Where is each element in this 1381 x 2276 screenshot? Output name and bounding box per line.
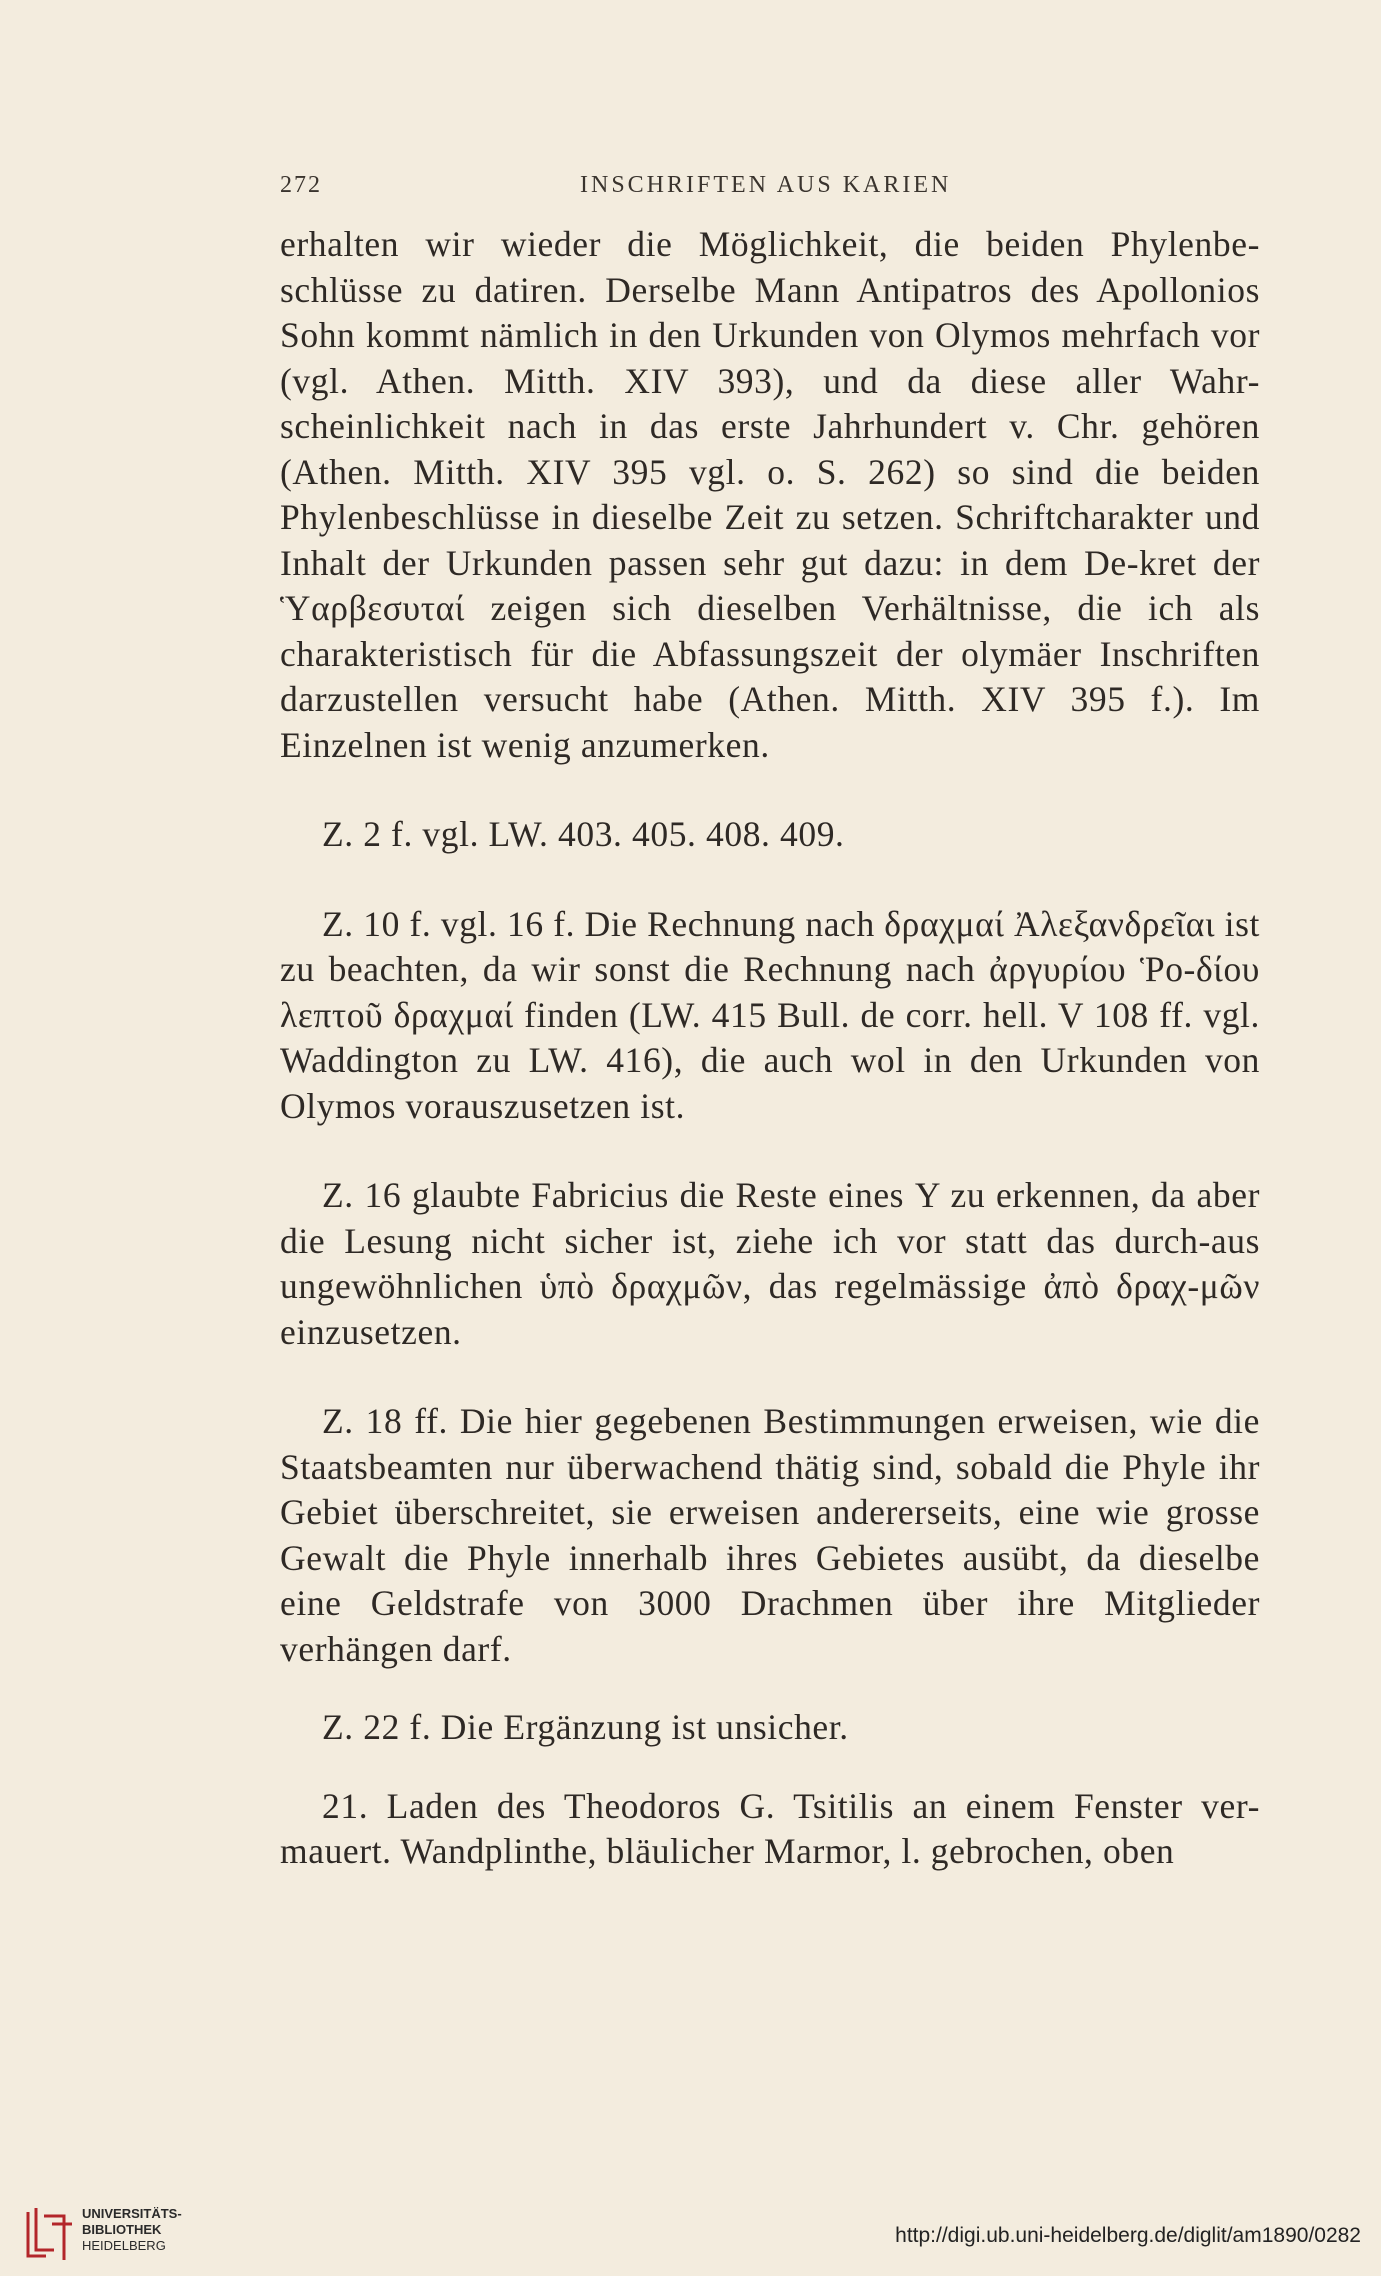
- body-text: [280, 222, 1260, 1875]
- paragraph-z2: Z. 2 f. vgl. LW. 403. 405. 408. 409.: [322, 814, 845, 854]
- running-title: INSCHRIFTEN AUS KARIEN: [580, 172, 952, 198]
- source-url[interactable]: http://digi.ub.uni-heidelberg.de/diglit/am1890/0282: [895, 2224, 1361, 2247]
- library-name: [82, 2206, 182, 2254]
- library-name-line2: BIBLIOTHEK: [82, 2222, 162, 2237]
- library-name-line1: UNIVERSITÄTS-: [82, 2206, 182, 2221]
- digitization-footer: [0, 2194, 1381, 2276]
- page-header: [280, 172, 1260, 212]
- paragraph-z10: Z. 10 f. vgl. 16 f. Die Rechnung nach δραχμαί Ἀλεξανδρεῖαι ist zu beachten, da wir sonst die Rechnung nach ἀργυρίου Ῥο-δίου λεπτοῦ δραχμαί finden (LW. 415 Bull. de corr. hell. V 108 ff. vgl. Waddington zu LW. 416), die auch wol in den Urkunden von Olymos vorauszusetzen ist.: [280, 903, 1260, 1126]
- library-name-line3: HEIDELBERG: [82, 2238, 166, 2253]
- paragraph-21: 21. Laden des Theodoros G. Tsitilis an einem Fenster ver-mauert. Wandplinthe, bläulicher Marmor, l. gebrochen, oben: [280, 1785, 1260, 1871]
- library-logo-icon: [18, 2204, 76, 2264]
- paragraph-z18: Z. 18 ff. Die hier gegebenen Bestimmungen erweisen, wie die Staatsbeamten nur überwachend thätig sind, sobald die Phyle ihr Gebiet überschreitet, sie erweisen andererseits, eine wie grosse Gewalt die Phyle innerhalb ihres Gebietes ausübt, da dieselbe eine Geldstrafe von 3000 Drachmen über ihre Mitglieder verhängen darf.: [280, 1401, 1260, 1669]
- paragraph-z16: Z. 16 glaubte Fabricius die Reste eines Υ zu erkennen, da aber die Lesung nicht sicher ist, ziehe ich vor statt das durch-aus ungewöhnlichen ὑπὸ δραχμῶν, das regelmässige ἀπὸ δραχ-μῶν einzusetzen.: [280, 1175, 1260, 1352]
- paragraph-dating: erhalten wir wieder die Möglichkeit, die beiden Phylenbe-schlüsse zu datiren. Derselbe Mann Antipatros des Apollonios Sohn kommt nämlich in den Urkunden von Olymos mehrfach vor (vgl. Athen. Mitth. XIV 393), und da diese aller Wahr-scheinlichkeit nach in das erste Jahrhundert v. Chr. gehören (Athen. Mitth. XIV 395 vgl. o. S. 262) so sind die beiden Phylenbeschlüsse in dieselbe Zeit zu setzen. Schriftcharakter und Inhalt der Urkunden passen sehr gut dazu: in dem De-kret der Ὑαρβεσυταί zeigen sich dieselben Verhältnisse, die ich als charakteristisch für die Abfassungszeit der olymäer Inschriften darzustellen versucht habe (Athen. Mitth. XIV 395 f.). Im Einzelnen ist wenig anzumerken.: [280, 224, 1260, 765]
- paragraph-z22: Z. 22 f. Die Ergänzung ist unsicher.: [322, 1707, 849, 1747]
- page-number: 272: [280, 172, 322, 198]
